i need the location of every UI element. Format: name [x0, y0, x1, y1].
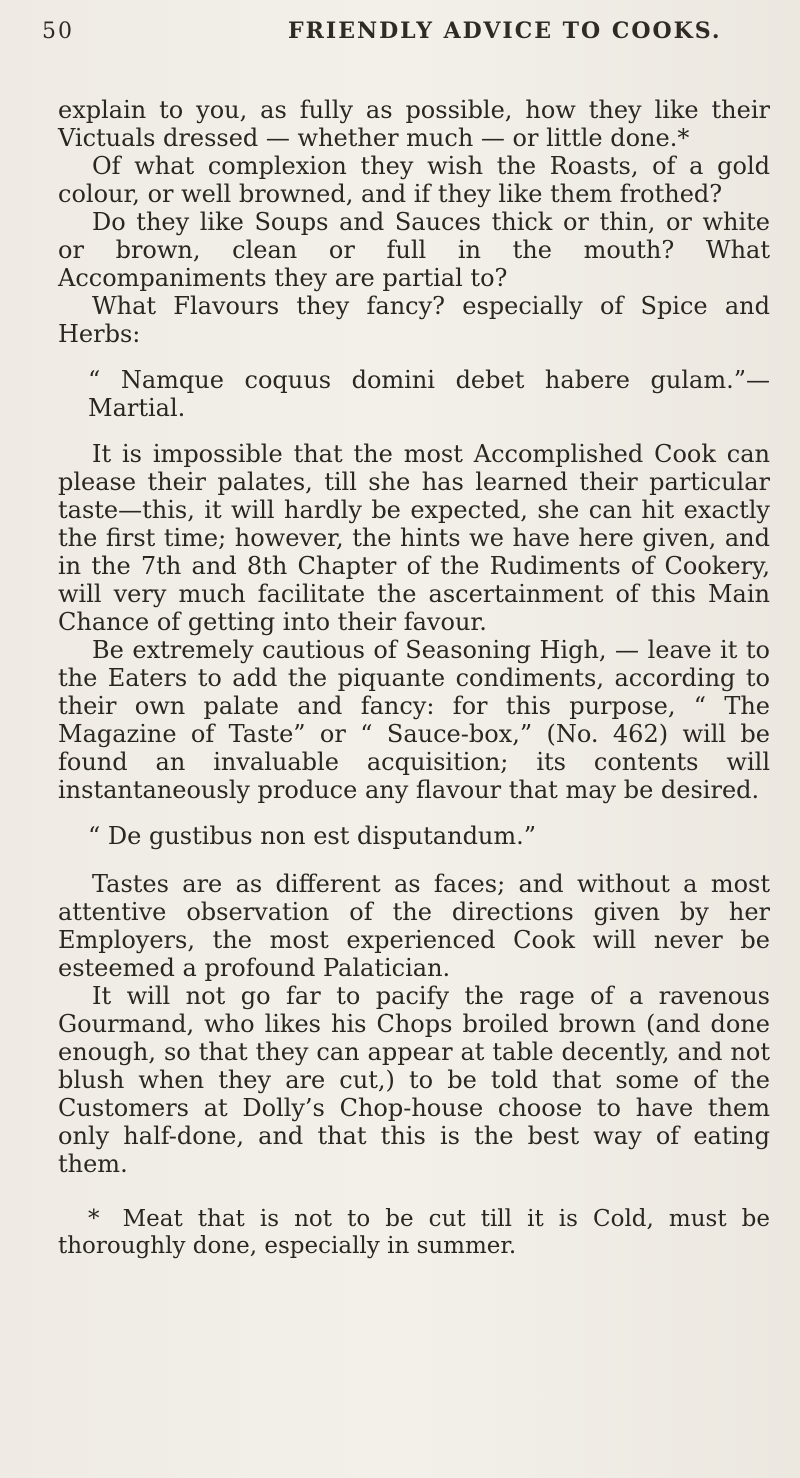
footnote-text: Meat that is not to be cut till it is Cold, must be thoroughly done, especially in summer.	[58, 1206, 771, 1259]
paragraph-7: Tastes are as different as faces; and without a most attentive observation of the directions given by her Employers, the most experienced Cook will never be esteemed a profound Palatician.	[58, 870, 770, 982]
paragraph-4: What Flavours they fancy? especially of Spice and Herbs:	[58, 292, 770, 348]
page-header	[42, 18, 752, 58]
paragraph-2: Of what complexion they wish the Roasts, of a gold colour, or well browned, and if they like them frothed?	[58, 152, 770, 208]
paragraph-5: It is impossible that the most Accomplished Cook can please their palates, till she has learned their particular taste—this, it will hardly be expected, she can hit exactly the first time; however, the hints we have here given, and in the 7th and 8th Chapter of the Rudiments of Cookery, will very much facilitate the ascertainment of this Main Chance of getting into their favour.	[58, 440, 770, 636]
paragraph-6: Be extremely cautious of Seasoning High, — leave it to the Eaters to add the piquante condiments, according to their own palate and fancy: for this purpose, “ The Magazine of Taste” or “ Sauce-box,” (No. 462) will be found an invaluable acquisition; its contents will instantaneously produce any flavour that may be desired.	[58, 636, 770, 804]
paragraph-3: Do they like Soups and Sauces thick or thin, or white or brown, clean or full in the mouth? What Accompaniments they are partial to?	[58, 208, 770, 292]
main-text	[58, 96, 770, 1178]
paragraph-1: explain to you, as fully as possible, how they like their Victuals dressed — whether much — or little done.*	[58, 96, 770, 152]
footnote-mark: *	[88, 1206, 100, 1232]
page-number: 50	[42, 19, 74, 44]
paragraph-8: It will not go far to pacify the rage of a ravenous Gourmand, who likes his Chops broiled brown (and done enough, so that they can appear at table decently, and not blush when they are cut,) to be told that some of the Customers at Dolly’s Chop-house choose to have them only half-done, and that this is the best way of eating them.	[58, 982, 770, 1178]
quotation-de-gustibus: “ De gustibus non est disputandum.”	[88, 822, 537, 850]
running-head: FRIENDLY ADVICE TO COOKS.	[288, 18, 722, 44]
quotation-martial: “ Namque coquus domini debet habere gulam.”— Martial.	[88, 366, 770, 422]
footnote	[58, 1206, 770, 1260]
